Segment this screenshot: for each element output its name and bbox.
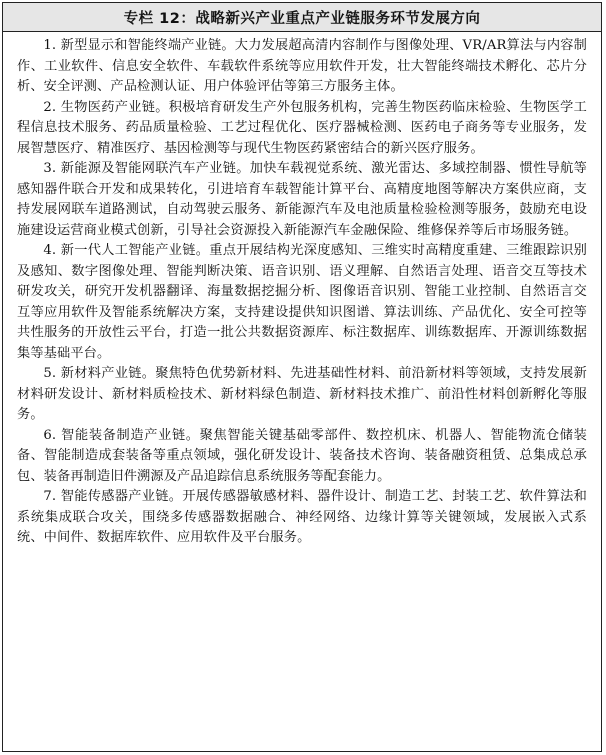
item-smart-sensors: 7. 智能传感器产业链。开展传感器敏感材料、器件设计、制造工艺、封装工艺、软件算法和系统集成联合攻关，围绕多传感器数据融合、神经网络、边缘计算等关键领域，发展嵌入式系统、中间件、数据库软件、应用软件及平台服务。 (17, 489, 587, 545)
column-box (2, 2, 602, 752)
item-biomedicine: 2. 生物医药产业链。积极培育研发生产外包服务机构，完善生物医药临床检验、生物医学工程信息技术服务、药品质量检验、工艺过程优化、医疗器械检测、医药电子商务等专业服务，发展智慧医疗、精准医疗、基因检测等与现代生物医药紧密结合的新兴医疗服务。 (17, 99, 587, 156)
item-new-materials: 5. 新材料产业链。聚焦特色优势新材料、先进基础性材料、前沿新材料等领域，支持发展新材料研发设计、新材料质检技术、新材料绿色制造、新材料技术推广、前沿性材料创新孵化等服务。 (17, 366, 587, 422)
box-title: 专栏 12：战略新兴产业重点产业链服务环节发展方向 (123, 10, 481, 27)
box-content (3, 32, 601, 549)
item-display-terminal: 1. 新型显示和智能终端产业链。大力发展超高清内容制作与图像处理、VR/AR算法与内容制作、工业软件、信息安全软件、车载软件系统等应用软件开发，壮大智能终端技术孵化、芯片分析、安全评测、产品检测认证、用户体验评估等第三方服务主体。 (17, 38, 587, 94)
item-artificial-intelligence: 4. 新一代人工智能产业链。重点开展结构光深度感知、三维实时高精度重建、三维跟踪识别及感知、数字图像处理、智能判断决策、语音识别、语义理解、自然语言处理、语音交互等技术研发攻关，研究开发机器翻译、海量数据挖掘分析、图像语音识别、智能工业控制、自然语言交互等应用软件及智能系统解决方案，支持建设提供知识图谱、算法训练、产品优化、安全可控等共性服务的开放性云平台，打造一批公共数据资源库、标注数据库、训练数据库、开源训练数据集等基础平台。 (17, 243, 587, 361)
item-intelligent-equipment: 6. 智能装备制造产业链。聚焦智能关键基础零部件、数控机床、机器人、智能物流仓储装备、智能制造成套装备等重点领域，强化研发设计、装备技术咨询、装备融资租赁、总集成总承包、装备再制造旧件溯源及产品追踪信息系统服务等配套能力。 (17, 427, 587, 484)
item-new-energy-vehicle: 3. 新能源及智能网联汽车产业链。加快车载视觉系统、激光雷达、多域控制器、惯性导航等感知器件联合开发和成果转化，引进培育车载智能计算平台、高精度地图等解决方案供应商，支持发展网联车道路测试，自动驾驶云服务、新能源汽车及电池质量检验检测等服务，鼓励充电设施建设运营商业模式创新，引导社会资源投入新能源汽车金融保险、维修保养等后市场服务链。 (17, 161, 587, 238)
title-bar (3, 3, 601, 32)
